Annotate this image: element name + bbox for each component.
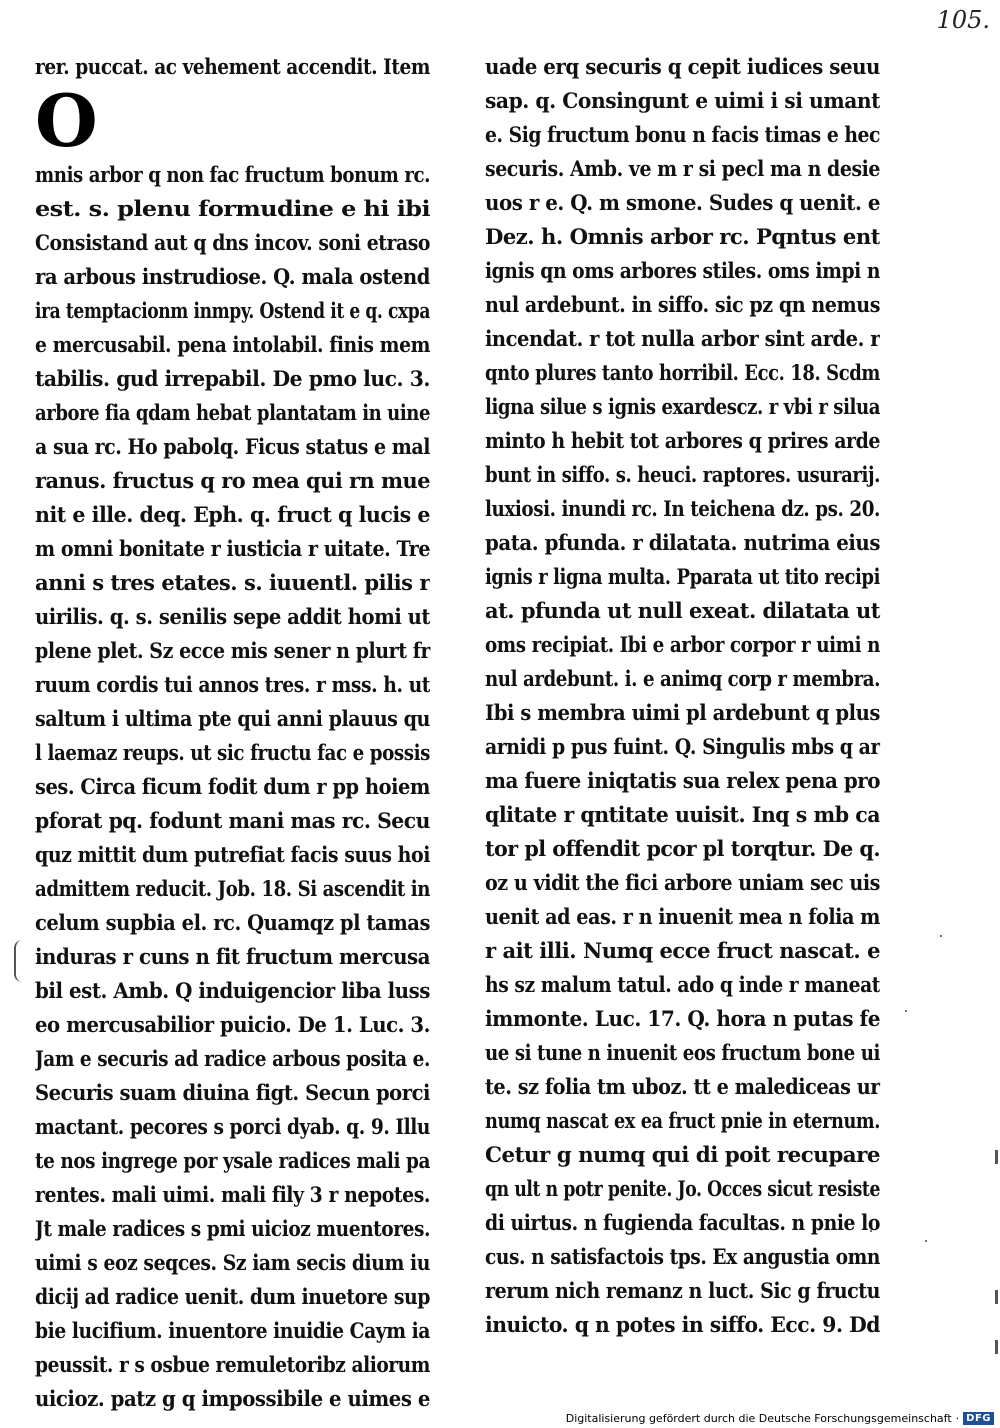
text-line: peussit. r s osbue remuletoribz aliorum xyxy=(35,1352,430,1377)
text-line: luxiosi. inundi rc. In teichena dz. ps. 20. xyxy=(485,496,880,521)
credit-separator: · xyxy=(955,1412,960,1425)
text-line: nul ardebunt. in siffo. sic pz qn nemus xyxy=(485,292,880,317)
text-line: te nos ingrege por ysale radices mali pa xyxy=(35,1148,430,1173)
text-line: bil est. Amb. Q induigencior liba luss xyxy=(35,978,430,1003)
text-line: rer. puccat. ac vehement accendit. Item xyxy=(35,54,430,79)
text-line: nit e ille. deq. Eph. q. fruct q lucis e xyxy=(35,502,430,527)
text-line: ra arbous instrudiose. Q. mala ostend xyxy=(35,264,430,289)
text-line: pata. pfunda. r dilatata. nutrima eius xyxy=(485,530,880,555)
ink-speck xyxy=(905,1010,907,1012)
text-line: te. sz folia tm uboz. tt e malediceas ur xyxy=(485,1074,880,1099)
text-line: uos r e. Q. m smone. Sudes q uenit. e xyxy=(485,190,880,215)
text-line: ses. Circa ficum fodit dum r pp hoiem xyxy=(35,774,430,799)
text-line: est. s. plenu formudine e hi ibi xyxy=(35,196,430,221)
text-line: qn ult n potr penite. Jo. Occes sicut resiste xyxy=(485,1176,880,1201)
text-line: hs sz malum tatul. ado q inde r maneat xyxy=(485,972,880,997)
text-line: dicij ad radice uenit. dum inuetore sup xyxy=(35,1284,430,1309)
decorated-initial: O xyxy=(35,78,98,163)
text-line: celum supbia el. rc. Quamqz pl tamas xyxy=(35,910,430,935)
text-line: at. pfunda ut null exeat. dilatata ut xyxy=(485,598,880,623)
text-line: ue si tune n inuenit eos fructum bone ui xyxy=(485,1040,880,1065)
text-line: rentes. mali uimi. mali fily 3 r nepotes. xyxy=(35,1182,430,1207)
text-line: qnto plures tanto horribil. Ecc. 18. Scdm xyxy=(485,360,880,385)
text-line: mactant. pecores s porci dyab. q. 9. Illu xyxy=(35,1114,430,1139)
text-line: bie lucifium. inuentore inuidie Caym ia xyxy=(35,1318,430,1343)
text-line: m omni bonitate r iusticia r uitate. Tre xyxy=(35,536,430,561)
text-line: eo mercusabilior puicio. De 1. Luc. 3. xyxy=(35,1012,430,1037)
text-line: saltum i ultima pte qui anni plauus qu xyxy=(35,706,430,731)
text-line: oz u vidit the fici arbore uniam sec uis xyxy=(485,870,880,895)
text-line: Ibi s membra uimi pl ardebunt q plus xyxy=(485,700,880,725)
text-line: nul ardebunt. i. e animq corp r membra. xyxy=(485,666,880,691)
text-line: uenit ad eas. r n inuenit mea n folia m xyxy=(485,904,880,929)
text-line: tabilis. gud irrepabil. De pmo luc. 3. xyxy=(35,366,430,391)
text-line: Dez. h. Omnis arbor rc. Pqntus ent xyxy=(485,224,880,249)
folio-number: 105. xyxy=(936,6,990,34)
edge-mark xyxy=(995,1290,998,1304)
text-line: uimi s eoz seqces. Sz iam secis dium iu xyxy=(35,1250,430,1275)
edge-mark xyxy=(995,1150,998,1164)
text-line: Cetur g numq qui di poit recupare xyxy=(485,1142,880,1167)
text-line: ruum cordis tui annos tres. r mss. h. ut xyxy=(35,672,430,697)
credit-text: Digitalisierung gefördert durch die Deutsche Forschungsgemeinschaft xyxy=(565,1412,952,1425)
text-line: l laemaz reups. ut sic fructu fac e possis xyxy=(35,740,430,765)
edge-mark xyxy=(995,1340,998,1354)
text-line: a sua rc. Ho pabolq. Ficus status e mal xyxy=(35,434,430,459)
text-line: Jt male radices s pmi uicioz muentores. xyxy=(35,1216,430,1241)
text-line: e mercusabil. pena intolabil. finis mem xyxy=(35,332,430,357)
text-line: Jam e securis ad radice arbous posita e. xyxy=(35,1046,430,1071)
text-line: uade erq securis q cepit iudices seuu xyxy=(485,54,880,79)
digitization-credit xyxy=(566,1412,994,1425)
text-line: plene plet. Sz ecce mis sener n plurt fr xyxy=(35,638,430,663)
text-line: inuicto. q n potes in siffo. Ecc. 9. Dd xyxy=(485,1312,880,1337)
text-line: admittem reducit. Job. 18. Si ascendit in xyxy=(35,876,430,901)
text-line: di uirtus. n fugienda facultas. n pnie lo xyxy=(485,1210,880,1235)
text-line: mnis arbor q non fac fructum bonum rc. xyxy=(35,162,430,187)
text-line: ma fuere iniqtatis sua relex pena pro xyxy=(485,768,880,793)
text-line: ligna silue s ignis exardescz. r vbi r silua xyxy=(485,394,880,419)
text-line: anni s tres etates. s. iuuentl. pilis r xyxy=(35,570,431,595)
text-line: oms recipiat. Ibi e arbor corpor r uimi n xyxy=(485,632,880,657)
text-line: uicioz. patz g q impossibile e uimes e xyxy=(35,1386,430,1411)
text-line: numq nascat ex ea fruct pnie in eternum. xyxy=(485,1108,880,1133)
text-line: pforat pq. fodunt mani mas rc. Secu xyxy=(35,808,430,833)
text-line: ignis r ligna multa. Pparata ut tito recipi xyxy=(485,564,880,589)
text-line: arbore fia qdam hebat plantatam in uine xyxy=(35,400,430,425)
text-line: sap. q. Consingunt e uimi i si umant xyxy=(485,88,880,113)
text-line: Securis suam diuina figt. Secun porci xyxy=(35,1080,430,1105)
text-line: cus. n satisfactois tps. Ex angustia omn xyxy=(485,1244,880,1269)
ink-speck xyxy=(940,935,942,937)
text-line: ira temptacionm inmpy. Ostend it e q. cxpa xyxy=(35,298,430,323)
text-line: uirilis. q. s. senilis sepe addit homi ut xyxy=(35,604,430,629)
text-line: r ait illi. Numq ecce fruct nascat. e xyxy=(485,938,880,963)
left-text-column xyxy=(35,50,430,1416)
text-line: qlitate r qntitate uuisit. Inq s mb ca xyxy=(485,802,880,827)
text-line: quz mittit dum putrefiat facis suus hoi xyxy=(35,842,430,867)
text-line: ignis qn oms arbores stiles. oms impi n xyxy=(485,258,880,283)
text-line: induras r cuns n fit fructum mercusa xyxy=(35,944,430,969)
text-line: Consistand aut q dns incov. soni etraso xyxy=(35,230,430,255)
text-line: bunt in siffo. s. heuci. raptores. usurarij. xyxy=(485,462,880,487)
ink-speck xyxy=(925,1240,927,1242)
margin-bracket-mark xyxy=(14,940,24,982)
text-line: ranus. fructus q ro mea qui rn mue xyxy=(35,468,430,493)
text-line: arnidi p pus fuint. Q. Singulis mbs q ar xyxy=(485,734,880,759)
text-line: rerum nich remanz n luct. Sic g fructu xyxy=(485,1278,880,1303)
right-text-column xyxy=(485,50,880,1342)
text-line: minto h hebit tot arbores q prires arde xyxy=(485,428,880,453)
text-line: securis. Amb. ve m r si pecl ma n desie xyxy=(485,156,880,181)
text-line: immonte. Luc. 17. Q. hora n putas fe xyxy=(485,1006,880,1031)
text-line: e. Sig fructum bonu n facis timas e hec xyxy=(485,122,880,147)
text-line: tor pl offendit pcor pl torqtur. De q. xyxy=(485,836,880,861)
text-line: incendat. r tot nulla arbor sint arde. r xyxy=(485,326,880,351)
dfg-logo: DFG xyxy=(963,1412,994,1425)
